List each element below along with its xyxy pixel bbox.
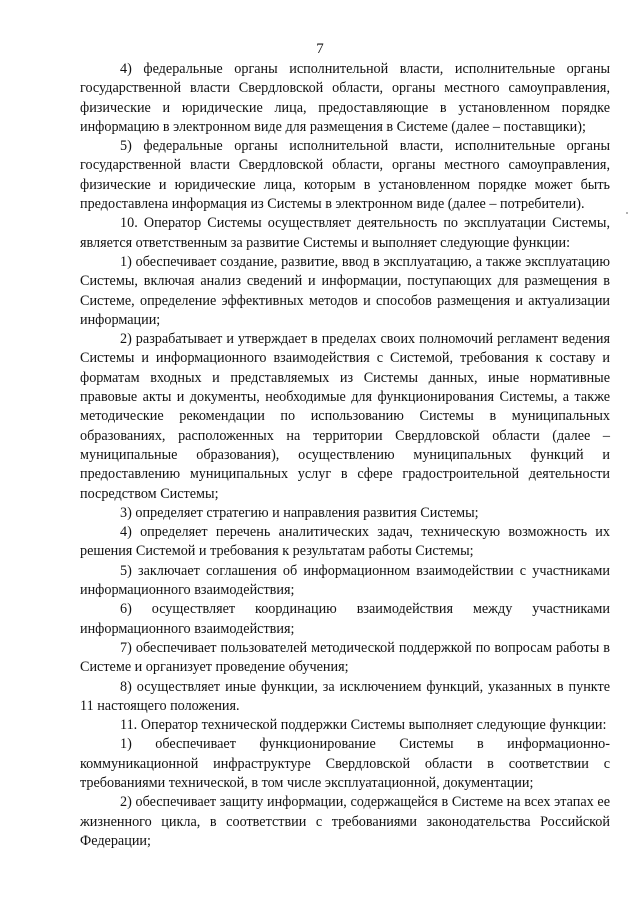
paragraph-10-item-7: 7) обеспечивает пользователей методической поддержкой по вопросам работы в Системе и организует проведение обучения;	[80, 639, 610, 676]
paragraph-10-item-6: 6) осуществляет координацию взаимодействия между участниками информационного взаимодействия;	[80, 601, 610, 637]
paragraph-10-item-8: 8) осуществляет иные функции, за исключением функций, указанных в пункте 11 настоящего положения.	[80, 678, 610, 714]
paragraph-10-item-2: 2) разрабатывает и утверждает в пределах своих полномочий регламент ведения Системы и информационного взаимодействия с Системой, требования к составу и форматам входных и представляемых из Системы данных, иные нормативные правовые акты и документы, необходимые для функционирования Системы, а также методические рекомендации по использованию Системы в муниципальных образованиях, расположенных на территории Свердловской области (далее – муниципальные образования), осуществлению муниципальных функций и предоставлению муниципальных услуг в сфере градостроительной деятельности посредством Системы;	[80, 331, 610, 502]
paragraph-11-item-2: 2) обеспечивает защиту информации, содержащейся в Системе на всех этапах ее жизненного цикла, в соответствии с требованиями законодательства Российской Федерации;	[80, 794, 610, 849]
page-number: 7	[316, 41, 324, 57]
paragraph-section-11: 11. Оператор технической поддержки Системы выполняет следующие функции:	[120, 717, 607, 734]
document-body	[80, 60, 610, 851]
scan-speck	[626, 212, 628, 214]
paragraph-10-item-4: 4) определяет перечень аналитических задач, техническую возможность их решения Системой и требования к результатам работы Системы;	[80, 524, 610, 560]
paragraph-suppliers: 4) федеральные органы исполнительной власти, исполнительные органы государственной власти Свердловской области, органы местного самоуправления, физические и юридические лица, предоставляющие в установленном порядке информацию в электронном виде для размещения в Системе (далее – поставщики);	[80, 61, 610, 135]
paragraph-section-10: 10. Оператор Системы осуществляет деятельность по эксплуатации Системы, является ответственным за развитие Системы и выполняет следующие функции:	[80, 215, 610, 251]
paragraph-11-item-1: 1) обеспечивает функционирование Системы в информационно-коммуникационной инфраструктуре Свердловской области в соответствии с требованиями технической, в том числе эксплуатационной, документации;	[80, 736, 610, 791]
paragraph-10-item-3: 3) определяет стратегию и направления развития Системы;	[120, 504, 479, 521]
paragraph-10-item-1: 1) обеспечивает создание, развитие, ввод в эксплуатацию, а также эксплуатацию Системы, включая анализ сведений и информации, поступающих для размещения в Системе, определение эффективных методов и способов размещения и актуализации информации;	[80, 253, 610, 328]
paragraph-10-item-5: 5) заключает соглашения об информационном взаимодействии с участниками информационного взаимодействия;	[80, 562, 610, 599]
paragraph-consumers: 5) федеральные органы исполнительной власти, исполнительные органы государственной власти Свердловской области, органы местного самоуправления, физические и юридические лица, которым в установленном порядке может быть предоставлена информация из Системы в электронном виде (далее – потребители).	[80, 138, 610, 213]
